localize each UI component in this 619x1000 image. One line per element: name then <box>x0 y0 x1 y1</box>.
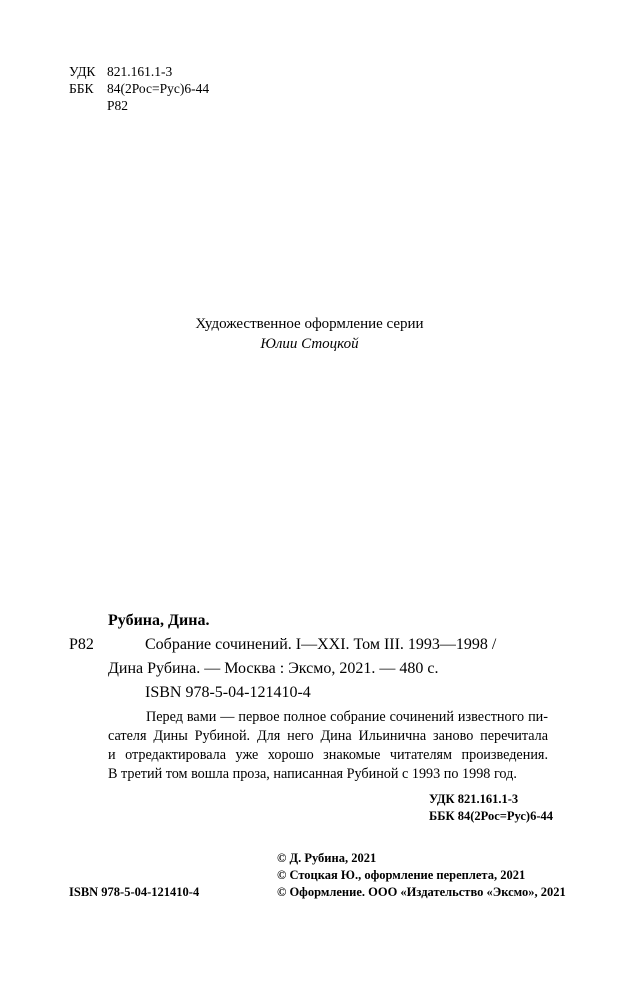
abstract-line: Перед вами — первое полное собрание сочинений известного пи- <box>146 709 548 725</box>
udk-value: 821.161.1-3 <box>107 64 173 79</box>
abstract-line: В третий том вошла проза, написанная Рубиной с 1993 по 1998 год. <box>108 766 517 782</box>
record-title-line2: Дина Рубина. — Москва : Эксмо, 2021. — 480 с. <box>108 660 439 677</box>
series-credit-line1: Художественное оформление серии <box>195 316 424 332</box>
record-title-line1: Собрание сочинений. I—XXI. Том III. 1993—1998 / <box>145 636 497 653</box>
copyright-line: © Стоцкая Ю., оформление переплета, 2021 <box>277 868 526 882</box>
copyright-isbn: ISBN 978-5-04-121410-4 <box>69 885 200 899</box>
record-author-mark: Р82 <box>69 636 94 653</box>
bbk-value: 84(2Рос=Рус)6-44 <box>107 81 210 96</box>
series-credit-line2 <box>0 335 619 354</box>
record-author: Рубина, Дина. <box>108 612 210 629</box>
record-udk: УДК 821.161.1-3 <box>429 792 519 806</box>
udk-label: УДК <box>69 64 96 79</box>
copyright-line: © Оформление. ООО «Издательство «Эксмо», 2021 <box>277 885 566 899</box>
record-isbn: ISBN 978-5-04-121410-4 <box>145 684 311 701</box>
abstract-line: и отредактировала уже хорошо знакомые читателям произведения. <box>108 747 548 763</box>
abstract-line: сателя Дины Рубиной. Для него Дина Ильинична заново перечитала <box>108 728 548 744</box>
author-mark: Р82 <box>107 98 129 113</box>
bbk-label: ББК <box>69 81 94 96</box>
record-abstract <box>108 708 548 784</box>
copyright-line: © Д. Рубина, 2021 <box>277 851 377 865</box>
series-designer-name: Юлии Стоцкой <box>260 336 359 352</box>
classification-block <box>69 63 209 114</box>
record-bbk: ББК 84(2Рос=Рус)6-44 <box>429 809 553 823</box>
